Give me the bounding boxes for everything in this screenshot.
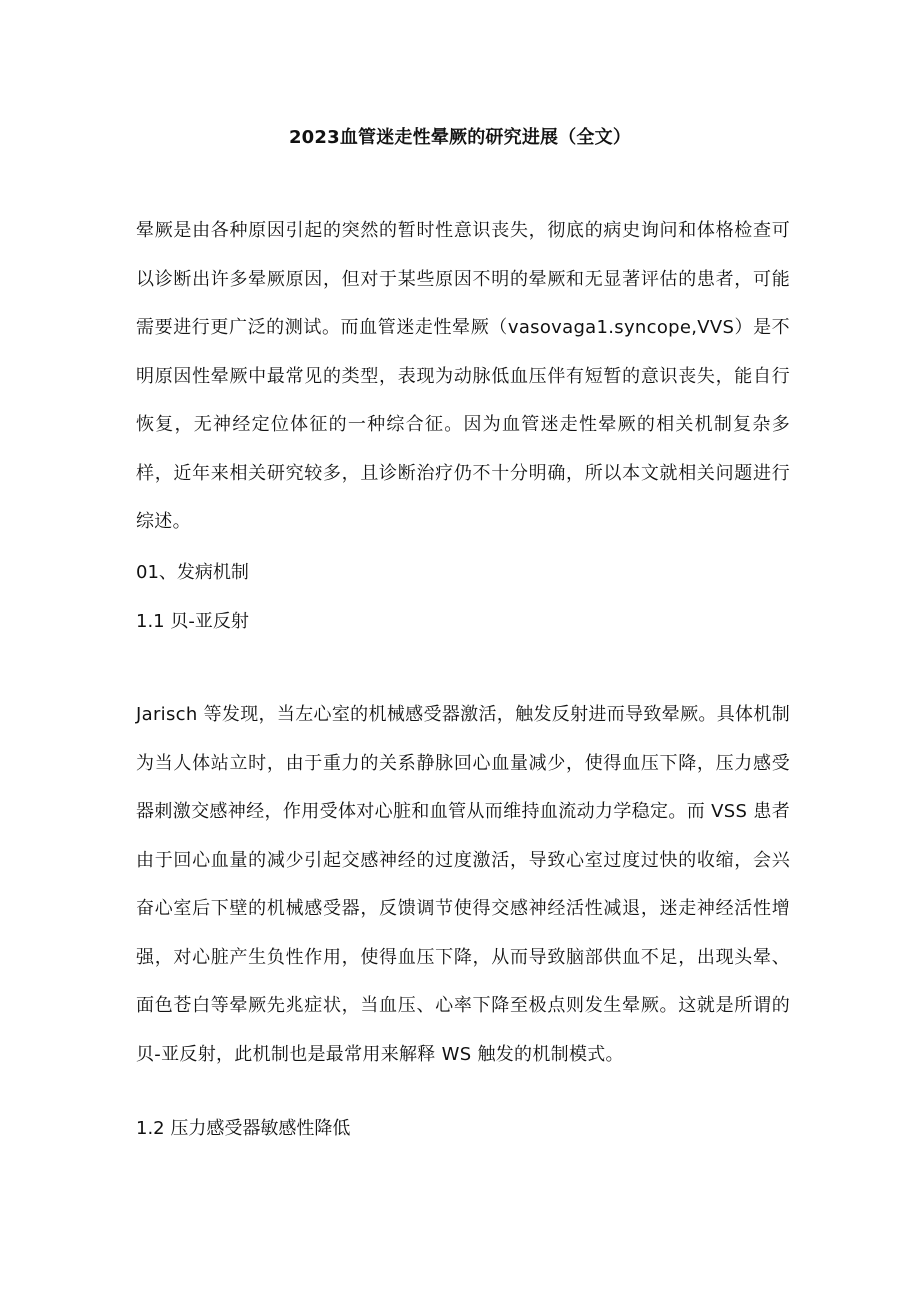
- section-heading-pathogenesis: 01、发病机制: [136, 562, 249, 583]
- document-title: 2023血管迷走性晕厥的研究进展（全文）: [288, 127, 632, 148]
- subsection-heading-bezold-jarisch: 1.1 贝-亚反射: [136, 611, 249, 632]
- subsection-heading-baroreceptor: 1.2 压力感受器敏感性降低: [136, 1118, 351, 1139]
- intro-paragraph: 晕厥是由各种原因引起的突然的暂时性意识丧失，彻底的病史询问和体格检查可以诊断出许多晕厥原因，但对于某些原因不明的晕厥和无显著评估的患者，可能需要进行更广泛的测试。而血管迷走性晕厥（vasovaga1.syncope,VVS）是不明原因性晕厥中最常见的类型，表现为动脉低血压伴有短暂的意识丧失，能自行恢复，无神经定位体征的一种综合征。因为血管迷走性晕厥的相关机制复杂多样，近年来相关研究较多，且诊断治疗仍不十分明确，所以本文就相关问题进行综述。: [136, 220, 790, 532]
- bezold-jarisch-paragraph: Jarisch 等发现，当左心室的机械感受器激活，触发反射进而导致晕厥。具体机制为当人体站立时，由于重力的关系静脉回心血量减少，使得血压下降，压力感受器刺激交感神经，作用受体对心脏和血管从而维持血流动力学稳定。而 VSS 患者由于回心血量的减少引起交感神经的过度激活，导致心室过度过快的收缩，会兴奋心室后下壁的机械感受器，反馈调节使得交感神经活性减退，迷走神经活性增强，对心脏产生负性作用，使得血压下降，从而导致脑部供血不足，出现头晕、面色苍白等晕厥先兆症状，当血压、心率下降至极点则发生晕厥。这就是所谓的贝-亚反射，此机制也是最常用来解释 WS 触发的机制模式。: [136, 704, 790, 1065]
